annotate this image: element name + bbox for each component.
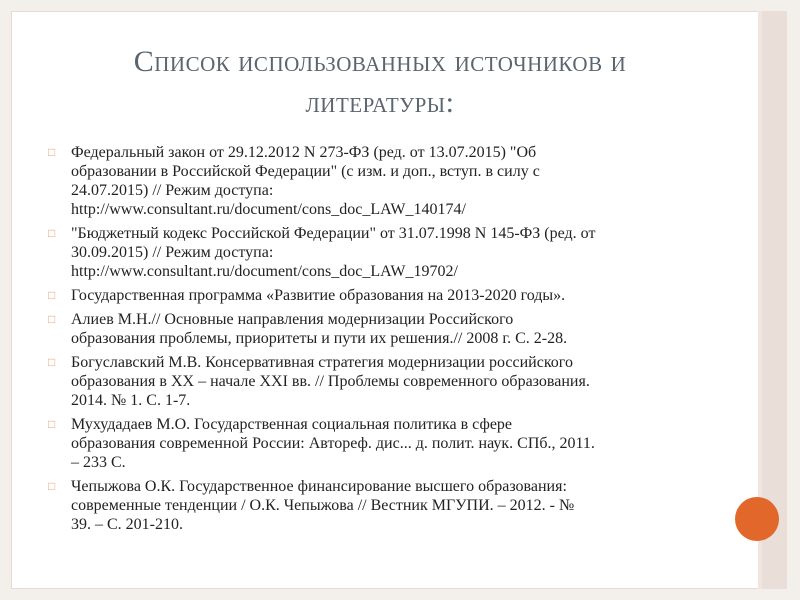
square-bullet-icon: □ [48, 312, 56, 326]
reference-item [48, 286, 688, 305]
reference-list [48, 143, 688, 539]
slide-title-line-1: Список использованных источников и [133, 45, 627, 78]
reference-line: Государственная программа «Развитие образования на 2013-2020 годы». [71, 287, 566, 304]
reference-item [48, 224, 688, 281]
reference-line: "Бюджетный кодекс Российской Федерации" от 31.07.1998 N 145-ФЗ (ред. от [71, 225, 596, 242]
reference-line: 24.07.2015) // Режим доступа: [71, 182, 274, 199]
reference-line: http://www.consultant.ru/document/cons_doc_LAW_19702/ [71, 263, 458, 280]
square-bullet-icon: □ [48, 479, 56, 493]
reference-item [48, 415, 688, 472]
accent-circle [735, 497, 779, 541]
reference-line: Чепыжова О.К. Государственное финансирование высшего образования: [71, 478, 567, 495]
reference-line: образовании в Российской Федерации" (с изм. и доп., вступ. в силу с [71, 163, 540, 180]
reference-line: Мухудадаев М.О. Государственная социальная политика в сфере [71, 416, 513, 433]
square-bullet-icon: □ [48, 355, 56, 369]
reference-line: Федеральный закон от 29.12.2012 N 273-ФЗ (ред. от 13.07.2015) "Об [71, 144, 537, 161]
reference-line: http://www.consultant.ru/document/cons_doc_LAW_140174/ [71, 201, 466, 218]
square-bullet-icon: □ [48, 288, 56, 302]
reference-line: образования проблемы, приоритеты и пути их решения.// 2008 г. С. 2-28. [71, 330, 568, 347]
slide-title-line-2: литературы: [305, 86, 455, 119]
reference-line: – 233 С. [71, 454, 126, 471]
reference-line: образования современной России: Автореф. дис... д. полит. наук. СПб., 2011. [71, 435, 595, 452]
reference-item [48, 310, 688, 348]
reference-line: Алиев М.Н.// Основные направления модернизации Российского [71, 311, 514, 328]
reference-line: 30.09.2015) // Режим доступа: [71, 244, 274, 261]
reference-line: 39. – С. 201-210. [71, 516, 183, 533]
reference-item [48, 477, 688, 534]
reference-item [48, 353, 688, 410]
reference-line: образования в XX – начале XXI вв. // Проблемы современного образования. [71, 373, 590, 390]
reference-line: Богуславский М.В. Консервативная стратегия модернизации российского [71, 354, 573, 371]
reference-line: 2014. № 1. С. 1-7. [71, 392, 191, 409]
square-bullet-icon: □ [48, 145, 56, 159]
reference-line: современные тенденции / О.К. Чепыжова // Вестник МГУПИ. – 2012. - № [71, 497, 575, 514]
reference-item [48, 143, 688, 219]
square-bullet-icon: □ [48, 226, 56, 240]
square-bullet-icon: □ [48, 417, 56, 431]
